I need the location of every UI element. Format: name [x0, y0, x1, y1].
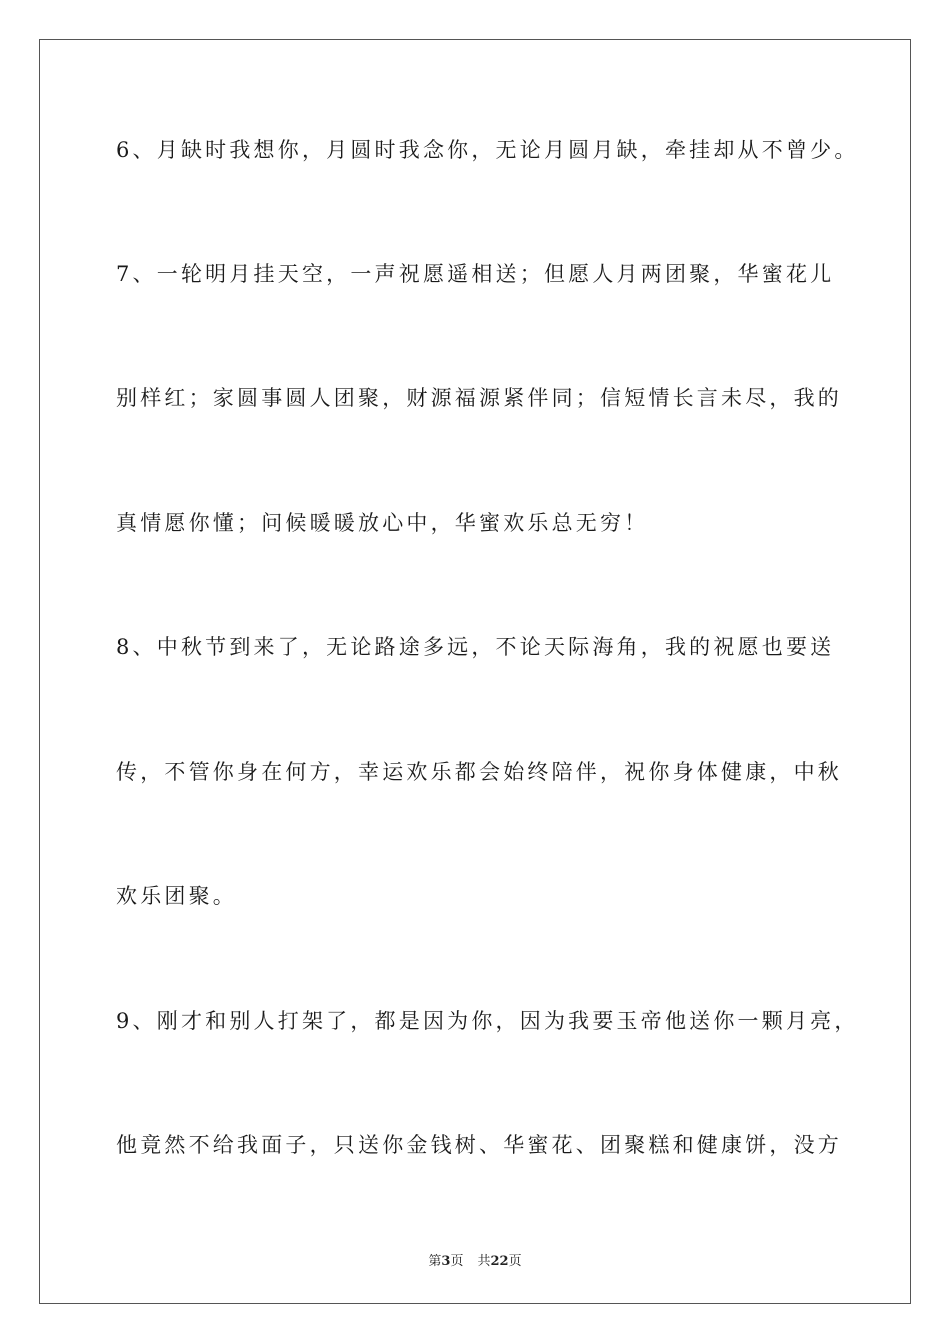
total-pages: 22	[490, 1254, 509, 1269]
text-line-6: 传，不管你身在何方，幸运欢乐都会始终陪伴，祝你身体健康，中秋	[116, 760, 842, 784]
page-border	[39, 39, 911, 1304]
page-footer	[0, 1250, 950, 1269]
text-line-1: 6、月缺时我想你，月圆时我念你，无论月圆月缺，牵挂却从不曾少。	[116, 138, 859, 162]
page-number: 3	[441, 1254, 451, 1269]
text-line-2: 7、一轮明月挂天空，一声祝愿遥相送；但愿人月两团聚，华蜜花儿	[116, 262, 835, 286]
text-line-3: 别样红；家圆事圆人团聚，财源福源紧伴同；信短情长言未尽，我的	[116, 386, 842, 410]
text-line-8: 9、刚才和别人打架了，都是因为你，因为我要玉帝他送你一颗月亮，	[116, 1009, 859, 1033]
total-prefix: 共	[477, 1254, 491, 1269]
text-line-4: 真情愿你懂；问候暖暖放心中，华蜜欢乐总无穷！	[116, 511, 649, 535]
text-line-9: 他竟然不给我面子，只送你金钱树、华蜜花、团聚糕和健康饼，没方	[116, 1133, 842, 1157]
text-line-5: 8、中秋节到来了，无论路途多远，不论天际海角，我的祝愿也要送	[116, 635, 835, 659]
page-suffix: 页	[450, 1254, 464, 1269]
text-line-7: 欢乐团聚。	[116, 884, 237, 908]
page-prefix: 第	[428, 1254, 442, 1269]
total-suffix: 页	[508, 1254, 522, 1269]
